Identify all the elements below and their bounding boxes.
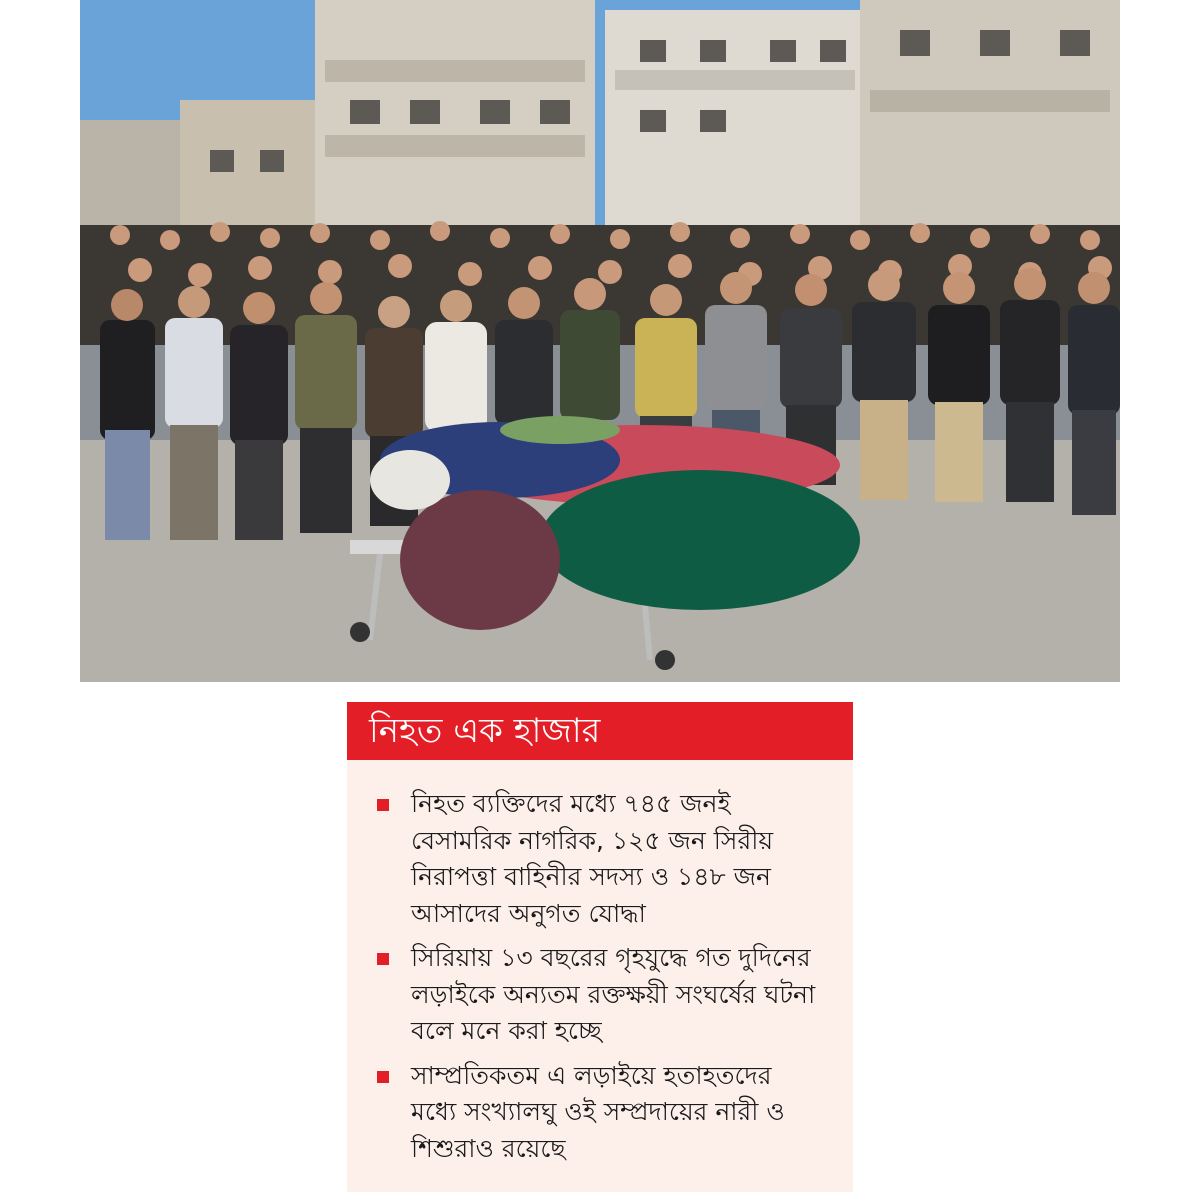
bullet-list xyxy=(347,760,853,1167)
square-bullet-icon xyxy=(377,1071,389,1083)
bullet-text: সিরিয়ায় ১৩ বছরের গৃহযুদ্ধে গত দুদিনের লড়াইকে অন্যতম রক্তক্ষয়ী সংঘর্ষের ঘটনা বলে মনে করা হচ্ছে xyxy=(411,943,816,1045)
list-item xyxy=(375,1058,817,1168)
bullet-text: নিহত ব্যক্তিদের মধ্যে ৭৪৫ জনই বেসামরিক নাগরিক, ১২৫ জন সিরীয় নিরাপত্তা বাহিনীর সদস্য ও ১৪৮ জন আসাদের অনুগত যোদ্ধা xyxy=(411,789,774,928)
info-box xyxy=(347,702,853,1192)
square-bullet-icon xyxy=(377,799,389,811)
list-item xyxy=(375,940,817,1050)
bullet-text: সাম্প্রতিকতম এ লড়াইয়ে হতাহতদের মধ্যে সংখ্যালঘু ওই সম্প্রদায়ের নারী ও শিশুরাও রয়েছে xyxy=(411,1060,785,1163)
info-box-title: নিহত এক হাজার xyxy=(347,702,853,760)
list-item xyxy=(375,786,817,932)
square-bullet-icon xyxy=(377,953,389,965)
funeral-scene-illustration xyxy=(80,0,1120,682)
news-photo xyxy=(80,0,1120,682)
